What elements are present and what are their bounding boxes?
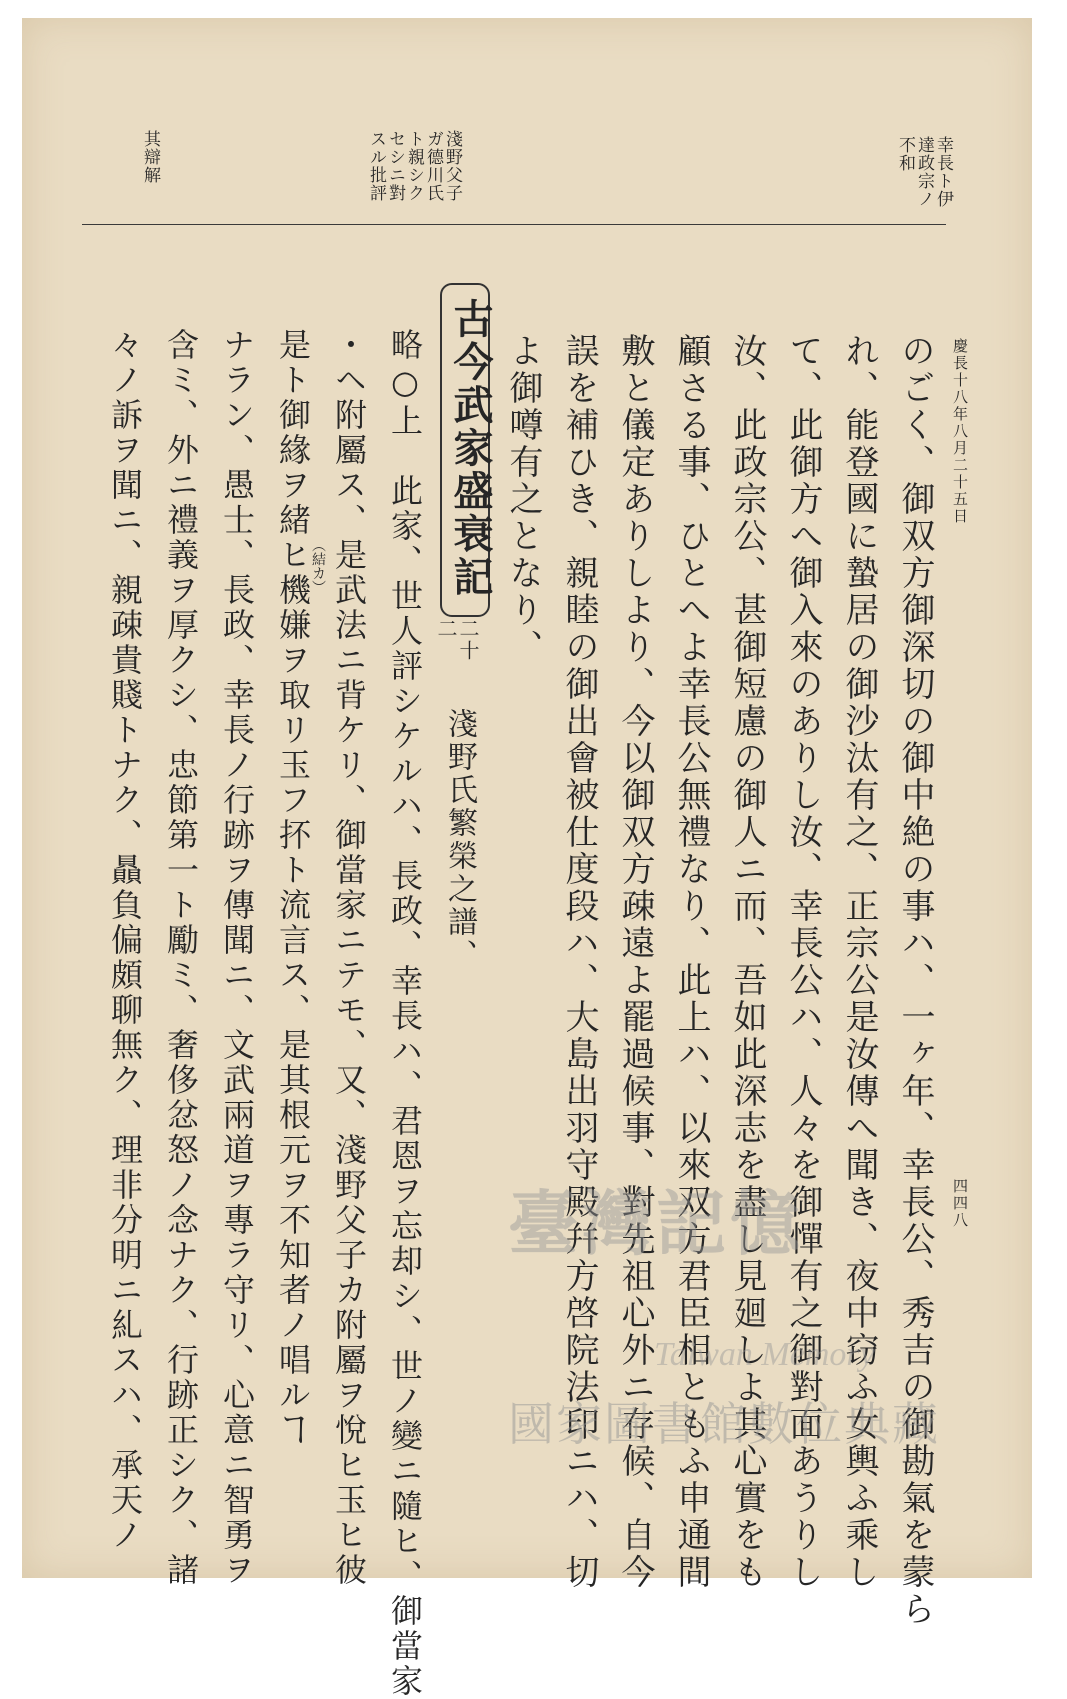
headnote-1-line-1: 幸長ト伊: [933, 136, 953, 208]
section-line-5: 含ミ、外ニ禮義ヲ厚クシ、忠節第一ト勵ミ、奢侈忿怒ノ念ナク、行跡正シク、諸: [162, 328, 200, 1588]
section-line-6: 々ノ訴ヲ聞ニ、親疎貴賤トナク、贔負偏頗聊無ク、理非分明ニ糺スハ、承天ノ: [106, 328, 144, 1553]
body-line-6: 敷と儀定ありしより、今以御双方疎遠よ罷過候事、對先祖心外ニ存候、自今: [615, 333, 655, 1591]
section-line-2: ・ヘ附屬ス、是武法ニ背ケリ、御當家ニテモ、又、淺野父子カ附屬ヲ悅ヒ玉ヒ彼: [330, 328, 368, 1588]
headnote-3-line-1: 其辯解: [140, 130, 160, 184]
body-line-4: 汝、此政宗公、甚御短慮の御人ニ而、吾如此深志を盡し見廻しよ其心實をも: [727, 333, 767, 1591]
headnote-2-line-4: セシニ對: [385, 130, 405, 202]
body-line-3: て、此御方へ御入來のありし汝、幸長公ハ、人々を御憚有之御對面あうりし: [783, 333, 823, 1591]
section-line-1: 略○上 此家、世人評シケルハ、長政、幸長ハ、君恩ヲ忘却シ、世ノ變ニ隨ヒ、御當家: [386, 328, 424, 1699]
headnote-divider: [82, 224, 946, 225]
section-title: 古今武家盛衰記: [447, 298, 494, 599]
headnote-2-line-3: ト親シク: [404, 130, 424, 202]
headnote-2-line-5: スル批評: [366, 130, 386, 202]
headnote-2-line-1: 淺野父子: [442, 130, 462, 202]
watermark-english: Taiwan Memory: [654, 1336, 875, 1373]
body-line-7: 誤を補ひき、親睦の御出會被仕度段ハ、大島出羽守殿幷方啓院法印ニハ、切: [559, 333, 599, 1591]
headnote-2-line-2: ガ德川氏: [423, 130, 443, 202]
section-number: 二十: [456, 618, 480, 662]
watermark-library: 國家圖書館數位典藏: [508, 1397, 940, 1451]
watermark-script: 臺灣記憶: [508, 1182, 804, 1265]
body-line-8: よ御噂有之となり、: [503, 333, 543, 666]
body-line-1: のごく、御双方御深切の御中絶の事ハ、一ヶ年、幸長公、秀吉の御勘氣を蒙ら: [895, 333, 935, 1628]
headnote-2: [366, 130, 461, 220]
headnote-1: [895, 136, 952, 216]
section-number-sub: 二: [434, 618, 458, 640]
headnote-1-line-3: 不和: [895, 136, 915, 172]
section-line-3: 是ト御緣ヲ緒ヒ機嫌ヲ取リ玉フ抔ト流言ス、是其根元ヲ不知者ノ唱ルヿ: [274, 328, 312, 1448]
page-number: 四四八: [951, 1178, 969, 1229]
body-line-5: 顧さる事、ひとへよ幸長公無禮なり、此上ハ、以來双方君臣相ともふ申通間: [671, 333, 711, 1591]
body-line-2: れ、能登國に蟄居の御沙汰有之、正宗公是汝傳へ聞き、夜中窃ふ女輿ふ乘し: [839, 333, 879, 1591]
interlinear-note: （結カ）: [310, 538, 326, 594]
headnote-1-line-2: 達政宗ノ: [914, 136, 934, 208]
headnote-3: [140, 130, 159, 184]
running-date: 慶長十八年八月二十五日: [951, 338, 969, 525]
page-sheet: [22, 18, 1032, 1699]
section-heading: 淺野氏繁榮之譜、: [442, 708, 477, 972]
section-line-4: ナラン、愚士、長政、幸長ノ行跡ヲ傳聞ニ、文武兩道ヲ專ラ守リ、心意ニ智勇ヲ: [218, 328, 256, 1588]
